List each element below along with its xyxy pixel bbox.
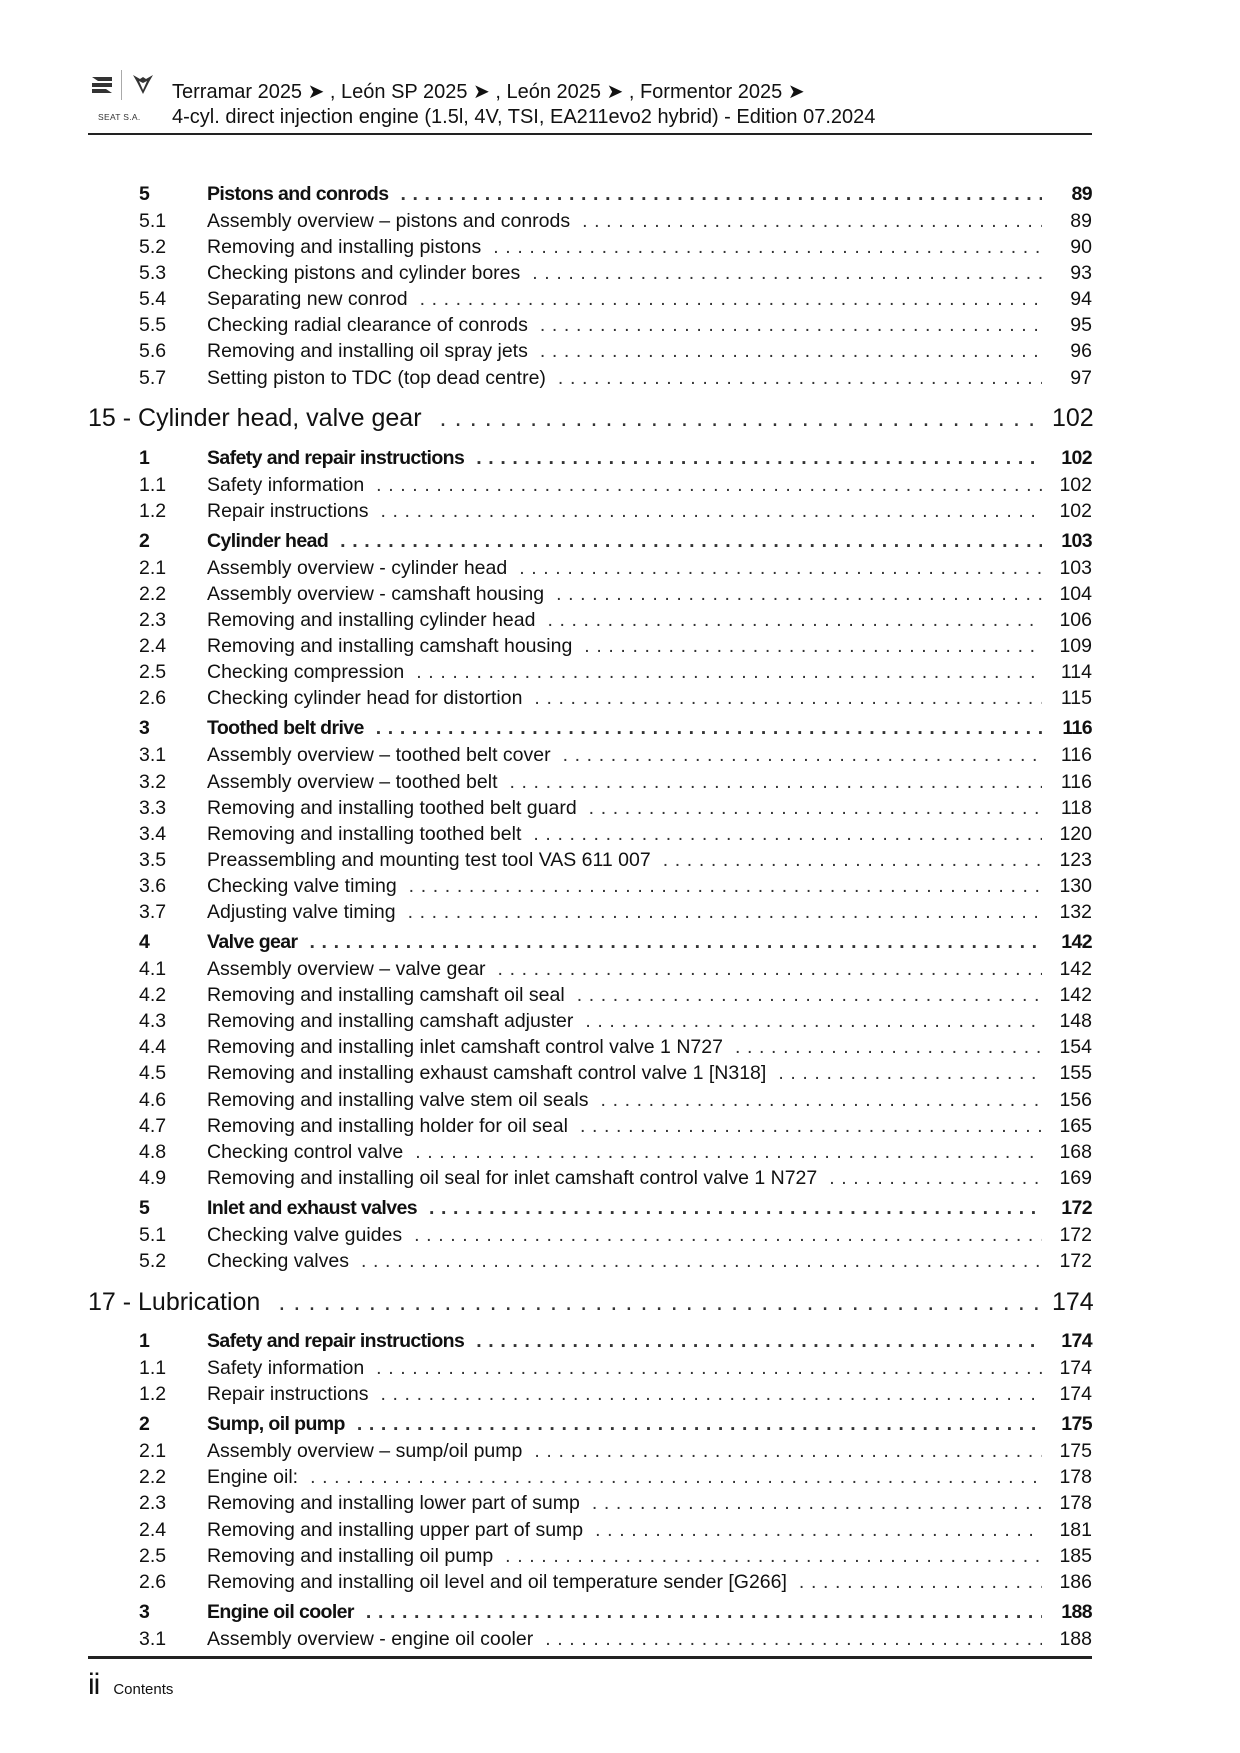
toc-section-row[interactable] [88, 443, 1092, 474]
section-number: 4.9 [139, 1166, 167, 1189]
toc-subsection-row[interactable] [88, 288, 1092, 314]
section-title: Removing and installing camshaft oil seal [207, 984, 565, 1007]
section-number: 2.2 [139, 1466, 167, 1489]
dot-leader [582, 210, 1042, 233]
page-number: 175 [1059, 1440, 1092, 1463]
toc-subsection-row[interactable] [88, 1250, 1092, 1276]
section-title: Setting piston to TDC (top dead centre) [207, 366, 546, 389]
page-header [88, 66, 1092, 134]
dot-leader [592, 1492, 1042, 1515]
page-footer [88, 1668, 173, 1702]
section-number: 2.4 [139, 635, 167, 658]
section-title: Pistons and conrods [207, 183, 389, 205]
section-title: Removing and installing toothed belt [207, 822, 522, 845]
section-title: Removing and installing lower part of sump [207, 1492, 580, 1515]
page-number: 102 [1059, 499, 1092, 522]
section-title: Safety information [207, 1357, 365, 1380]
page-number: 186 [1059, 1570, 1092, 1593]
toc-subsection-row[interactable] [88, 1357, 1092, 1383]
section-number: 2.3 [139, 1492, 167, 1515]
section-number: 2.1 [139, 556, 167, 579]
section-title: Removing and installing oil pump [207, 1544, 494, 1567]
toc-section-row[interactable] [88, 1409, 1092, 1440]
dot-leader [577, 984, 1042, 1007]
toc-subsection-row[interactable] [88, 1010, 1092, 1036]
page-number: 178 [1059, 1466, 1092, 1489]
toc-block-chapter-17 [88, 1326, 1092, 1654]
toc-section-row[interactable] [88, 927, 1092, 958]
section-number: 5.7 [139, 366, 167, 389]
dot-leader [556, 583, 1042, 606]
section-title: Safety and repair instructions [207, 446, 465, 469]
page-number: 89 [1070, 210, 1092, 232]
dot-leader [589, 797, 1042, 820]
toc-section-row[interactable] [88, 1326, 1092, 1357]
dot-leader [409, 875, 1042, 898]
page-number: 102 [1059, 473, 1092, 496]
page-number: 114 [1060, 661, 1092, 684]
page-number: 168 [1059, 1140, 1092, 1163]
section-number: 1 [139, 446, 150, 469]
section-title: Removing and installing camshaft adjuster [207, 1010, 574, 1033]
section-title: Adjusting valve timing [207, 900, 396, 923]
section-title: Removing and installing upper part of sump [207, 1518, 584, 1541]
dot-leader [498, 958, 1042, 981]
section-number: 4.4 [139, 1036, 167, 1059]
page-number: 156 [1059, 1088, 1092, 1111]
toc-subsection-row[interactable] [88, 661, 1092, 687]
dot-leader [429, 1197, 1042, 1220]
dot-leader [408, 901, 1042, 924]
page-number: 115 [1060, 687, 1092, 710]
chapter-title: 17 - Lubrication [88, 1287, 261, 1316]
dot-leader [533, 823, 1042, 846]
page-number: 102 [1061, 446, 1092, 469]
section-number: 4.7 [139, 1114, 167, 1137]
dot-leader [585, 1010, 1042, 1033]
section-number: 4.5 [139, 1062, 167, 1085]
page-number: 178 [1059, 1492, 1092, 1515]
page-number: 95 [1070, 314, 1092, 337]
toc-subsection-row[interactable] [88, 262, 1092, 288]
section-number: 2.2 [139, 582, 167, 605]
toc-subsection-row[interactable] [88, 314, 1092, 340]
section-title: Checking compression [207, 661, 405, 684]
toc-subsection-row[interactable] [88, 1466, 1092, 1492]
toc-subsection-row[interactable] [88, 849, 1092, 875]
dot-leader [663, 849, 1042, 872]
dot-leader [558, 367, 1042, 390]
section-number: 4.1 [139, 958, 167, 981]
dot-leader [357, 1413, 1042, 1436]
header-rule [88, 133, 1092, 135]
section-number: 2.1 [139, 1440, 167, 1463]
page-number: 94 [1070, 288, 1092, 311]
dot-leader [310, 1466, 1042, 1489]
section-title: Assembly overview – toothed belt [207, 770, 498, 793]
dot-leader [545, 1628, 1042, 1651]
dot-leader [361, 1250, 1042, 1273]
dot-leader [340, 530, 1042, 553]
section-number: 4 [139, 931, 150, 954]
section-label: Contents [113, 1681, 174, 1698]
section-number: 5.4 [139, 288, 167, 311]
toc-subsection-row[interactable] [88, 236, 1092, 262]
section-title: Removing and installing camshaft housing [207, 635, 573, 658]
page-number: 142 [1061, 931, 1092, 954]
page-number: 172 [1061, 1196, 1092, 1219]
section-number: 1.2 [139, 1383, 167, 1406]
section-title: Safety and repair instructions [207, 1330, 465, 1353]
toc-subsection-row[interactable] [88, 500, 1092, 526]
section-title: Toothed belt drive [207, 717, 364, 740]
toc-section-row[interactable] [88, 1597, 1092, 1628]
page-number: 104 [1059, 582, 1092, 605]
dot-leader [493, 236, 1042, 259]
toc-subsection-row[interactable] [88, 210, 1092, 236]
section-number: 5.1 [139, 210, 167, 232]
section-title: Removing and installing oil level and oil temperature sender [G266] [207, 1570, 787, 1593]
toc-subsection-row[interactable] [88, 901, 1092, 927]
brand-logos [88, 66, 168, 128]
toc-section-row[interactable] [88, 713, 1092, 744]
section-title: Assembly overview – pistons and conrods [207, 210, 571, 232]
section-number: 3.4 [139, 822, 167, 845]
dot-leader [580, 1115, 1042, 1138]
section-title: Engine oil cooler [207, 1600, 354, 1623]
toc-subsection-row[interactable] [88, 1224, 1092, 1250]
section-title: Engine oil: [207, 1466, 299, 1489]
toc-subsection-row[interactable] [88, 797, 1092, 823]
section-title: Removing and installing oil seal for inlet camshaft control valve 1 N727 [207, 1166, 818, 1189]
dot-leader [601, 1089, 1042, 1112]
dot-leader [547, 609, 1042, 632]
toc-subsection-row[interactable] [88, 1383, 1092, 1409]
section-number: 3.6 [139, 874, 167, 897]
section-number: 3.3 [139, 796, 167, 819]
toc-subsection-row[interactable] [88, 1545, 1092, 1571]
section-number: 5.5 [139, 314, 167, 337]
section-number: 3.1 [139, 744, 167, 767]
dot-leader [534, 1440, 1042, 1463]
section-title: Checking control valve [207, 1140, 404, 1163]
section-title: Checking pistons and cylinder bores [207, 262, 521, 285]
dot-leader [476, 447, 1042, 470]
page-number: 169 [1059, 1166, 1092, 1189]
toc-block-chapter-15 [88, 443, 1092, 1276]
dot-leader [415, 1141, 1042, 1164]
toc-subsection-row[interactable] [88, 1036, 1092, 1062]
toc-subsection-row[interactable] [88, 1628, 1092, 1654]
seat-logo-icon [92, 77, 112, 93]
toc-subsection-row[interactable] [88, 1141, 1092, 1167]
section-title: Cylinder head [207, 529, 329, 552]
section-title: Removing and installing holder for oil seal [207, 1114, 568, 1137]
section-number: 2 [139, 1413, 150, 1436]
section-number: 2.3 [139, 609, 167, 632]
section-title: Checking valve guides [207, 1223, 403, 1246]
dot-leader [380, 500, 1042, 523]
dot-leader [376, 474, 1042, 497]
section-number: 2 [139, 529, 150, 552]
section-title: Inlet and exhaust valves [207, 1196, 417, 1219]
section-number: 4.2 [139, 984, 167, 1007]
cupra-logo-icon [132, 73, 154, 95]
dot-leader [519, 557, 1042, 580]
page-number: 103 [1061, 529, 1092, 552]
toc-subsection-row[interactable] [88, 474, 1092, 500]
section-number: 5 [139, 183, 150, 205]
dot-leader [380, 1383, 1042, 1406]
section-title: Assembly overview – valve gear [207, 958, 486, 981]
section-title: Removing and installing valve stem oil seals [207, 1088, 589, 1111]
toc-subsection-row[interactable] [88, 1062, 1092, 1088]
dot-leader [799, 1571, 1042, 1594]
section-number: 5.2 [139, 1250, 167, 1272]
page-number: 142 [1059, 984, 1092, 1007]
toc-subsection-row[interactable] [88, 687, 1092, 713]
section-title: Removing and installing cylinder head [207, 609, 536, 632]
section-number: 3.1 [139, 1627, 167, 1650]
toc-subsection-row[interactable] [88, 1519, 1092, 1545]
page-number: 103 [1059, 556, 1092, 579]
section-number: 1.1 [139, 1357, 167, 1380]
section-title: Valve gear [207, 931, 298, 954]
page-number: 90 [1070, 236, 1092, 259]
dot-leader [376, 1357, 1042, 1380]
dot-leader [310, 931, 1043, 954]
section-number: 2.6 [139, 1570, 167, 1593]
section-title: Assembly overview - camshaft housing [207, 582, 545, 605]
page-number: 120 [1059, 822, 1092, 845]
toc-subsection-row[interactable] [88, 823, 1092, 849]
section-title: Checking radial clearance of conrods [207, 314, 528, 337]
toc-subsection-row[interactable] [88, 771, 1092, 797]
dot-leader [532, 262, 1042, 285]
section-title: Assembly overview – sump/oil pump [207, 1440, 523, 1463]
toc-section-row[interactable] [88, 179, 1092, 210]
dot-leader [534, 687, 1042, 710]
toc-subsection-row[interactable] [88, 635, 1092, 661]
section-number: 2.5 [139, 661, 167, 684]
section-number: 5.2 [139, 236, 167, 259]
toc-subsection-row[interactable] [88, 984, 1092, 1010]
toc-section-row[interactable] [88, 526, 1092, 557]
chapter-page: 102 [1052, 404, 1094, 433]
section-number: 1.2 [139, 499, 167, 522]
section-number: 4.6 [139, 1088, 167, 1111]
section-number: 1 [139, 1330, 150, 1353]
section-number: 3.7 [139, 900, 167, 923]
page-number: 96 [1070, 340, 1092, 363]
section-title: Assembly overview - cylinder head [207, 556, 508, 579]
toc-chapter-15[interactable] [88, 399, 1092, 439]
page-number: 188 [1059, 1627, 1092, 1650]
toc-subsection-row[interactable] [88, 340, 1092, 366]
toc-block-chapter-13 [88, 179, 1092, 393]
dot-leader [540, 314, 1042, 337]
footer-rule [88, 1656, 1092, 1659]
section-title: Removing and installing inlet camshaft control valve 1 N727 [207, 1036, 723, 1059]
section-title: Safety information [207, 473, 365, 496]
page-number: 93 [1070, 262, 1092, 285]
dot-leader [829, 1167, 1042, 1190]
section-number: 5.3 [139, 262, 167, 285]
dot-leader [420, 288, 1042, 311]
section-number: 4.3 [139, 1010, 167, 1033]
toc-subsection-row[interactable] [88, 744, 1092, 770]
toc-subsection-row[interactable] [88, 958, 1092, 984]
section-title: Checking valves [207, 1250, 349, 1272]
page-number: 155 [1059, 1062, 1092, 1085]
page-number: 118 [1060, 796, 1092, 819]
dot-leader [595, 1519, 1042, 1542]
page-number: 175 [1061, 1413, 1092, 1436]
toc-subsection-row[interactable] [88, 1571, 1092, 1597]
section-title: Assembly overview – toothed belt cover [207, 744, 551, 767]
section-number: 4.8 [139, 1140, 167, 1163]
page-number: 109 [1059, 635, 1092, 658]
dot-leader [414, 1224, 1042, 1247]
page-number: 174 [1059, 1383, 1092, 1406]
logo-divider [121, 70, 122, 100]
section-number: 3.5 [139, 848, 167, 871]
page-number: 130 [1059, 874, 1092, 897]
page-number: 148 [1059, 1010, 1092, 1033]
section-number: 1.1 [139, 473, 167, 496]
section-number: 3 [139, 1600, 150, 1623]
dot-leader [376, 717, 1042, 740]
toc-subsection-row[interactable] [88, 583, 1092, 609]
section-number: 3.2 [139, 770, 167, 793]
dot-leader [278, 1288, 1042, 1317]
page-number: 172 [1059, 1223, 1092, 1246]
page-number: 185 [1059, 1544, 1092, 1567]
section-number: 2.4 [139, 1518, 167, 1541]
page-number: 174 [1059, 1357, 1092, 1380]
section-title: Assembly overview - engine oil cooler [207, 1627, 534, 1650]
section-title: Removing and installing toothed belt guard [207, 796, 577, 819]
dot-leader [440, 404, 1042, 433]
table-of-contents [88, 179, 1092, 1654]
section-number: 5.1 [139, 1223, 167, 1246]
dot-leader [416, 661, 1042, 684]
section-title: Removing and installing pistons [207, 236, 482, 259]
page-number: 116 [1062, 717, 1092, 740]
section-title: Sump, oil pump [207, 1413, 345, 1436]
toc-subsection-row[interactable] [88, 1440, 1092, 1466]
dot-leader [735, 1036, 1042, 1059]
toc-subsection-row[interactable] [88, 367, 1092, 393]
toc-subsection-row[interactable] [88, 609, 1092, 635]
chapter-page: 174 [1052, 1287, 1094, 1316]
section-title: Preassembling and mounting test tool VAS 611 007 [207, 848, 651, 871]
dot-leader [584, 635, 1042, 658]
section-title: Removing and installing exhaust camshaft control valve 1 [N318] [207, 1062, 767, 1085]
toc-section-row[interactable] [88, 1193, 1092, 1224]
page-number: 165 [1059, 1114, 1092, 1137]
section-number: 2.5 [139, 1544, 167, 1567]
section-title: Checking valve timing [207, 874, 397, 897]
section-number: 5 [139, 1196, 150, 1219]
toc-subsection-row[interactable] [88, 1115, 1092, 1141]
toc-chapter-17[interactable] [88, 1282, 1092, 1322]
dot-leader [400, 183, 1042, 206]
dot-leader [540, 340, 1042, 363]
section-number: 5.6 [139, 340, 167, 363]
page-number: 106 [1059, 609, 1092, 632]
section-title: Removing and installing oil spray jets [207, 340, 528, 363]
section-title: Repair instructions [207, 1383, 369, 1406]
chapter-title: 15 - Cylinder head, valve gear [88, 404, 422, 433]
dot-leader [476, 1330, 1042, 1353]
page-number: 89 [1071, 183, 1092, 205]
toc-subsection-row[interactable] [88, 875, 1092, 901]
brand-label: SEAT S.A. [98, 112, 141, 122]
page-number: 181 [1059, 1518, 1092, 1541]
engine-line: 4-cyl. direct injection engine (1.5l, 4V, TSI, EA211evo2 hybrid) - Edition 07.2024 [172, 106, 876, 128]
page-number: 97 [1070, 366, 1092, 389]
toc-subsection-row[interactable] [88, 1089, 1092, 1115]
toc-subsection-row[interactable] [88, 1492, 1092, 1518]
dot-leader [563, 744, 1042, 767]
toc-subsection-row[interactable] [88, 557, 1092, 583]
toc-subsection-row[interactable] [88, 1167, 1092, 1193]
dot-leader [509, 771, 1042, 794]
dot-leader [366, 1601, 1042, 1624]
dot-leader [778, 1062, 1042, 1085]
section-title: Repair instructions [207, 499, 369, 522]
page-number: 132 [1059, 900, 1092, 923]
page-number: 116 [1060, 770, 1092, 793]
page-number: 188 [1061, 1600, 1092, 1623]
page-number: 172 [1059, 1250, 1092, 1272]
page-number: 116 [1060, 744, 1092, 767]
section-title: Checking cylinder head for distortion [207, 687, 523, 710]
page-number: 154 [1059, 1036, 1092, 1059]
section-number: 3 [139, 717, 150, 740]
section-number: 2.6 [139, 687, 167, 710]
models-line: Terramar 2025 ➤ , León SP 2025 ➤ , León 2025 ➤ , Formentor 2025 ➤ [172, 81, 805, 103]
page-number: ii [88, 1668, 100, 1701]
dot-leader [505, 1545, 1042, 1568]
page-number: 123 [1059, 848, 1092, 871]
page-number: 174 [1061, 1330, 1092, 1353]
page-number: 142 [1059, 958, 1092, 981]
section-title: Separating new conrod [207, 288, 408, 311]
